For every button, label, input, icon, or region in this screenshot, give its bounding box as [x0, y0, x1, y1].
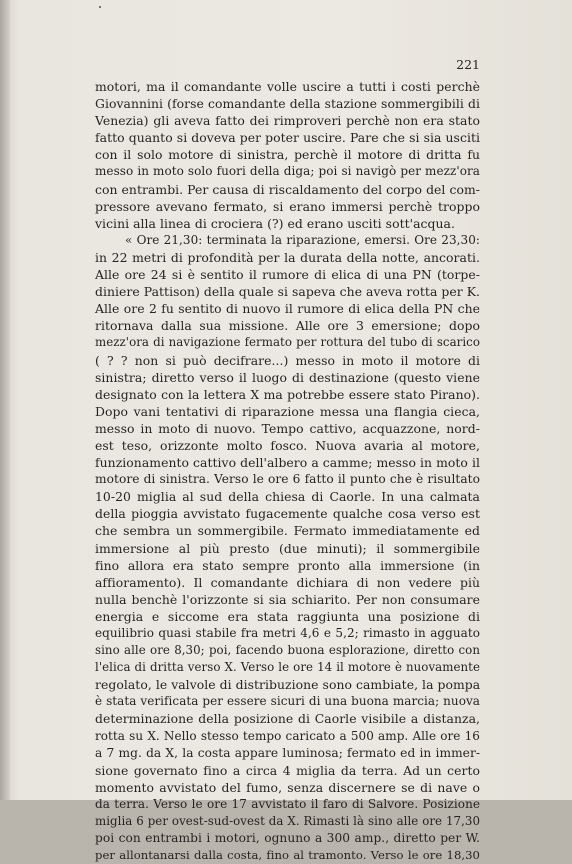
text-line: regolato, le valvole di distribuzione sono cambiate, la pompa: [95, 677, 481, 693]
text-line: rotta su X. Nello stesso tempo caricato a 500 amp. Alle ore 16: [95, 728, 480, 743]
text-line: motori, ma il comandante volle uscire a tutti i costi perchè: [95, 79, 480, 94]
text-line: « Ore 21,30: terminata la riparazione, emersi. Ore 23,30:: [125, 232, 480, 247]
text-line: con entrambi. Per causa di riscaldamento del corpo del com-: [95, 181, 480, 197]
text-line: vicini alla linea di crociera (?) ed erano usciti sott'acqua.: [95, 215, 455, 231]
text-line: pressore avevano fermato, si erano immersi perchè troppo: [95, 198, 480, 214]
page-number: 221: [456, 57, 480, 72]
text-line: l'elica di dritta verso X. Verso le ore 14 il motore è nuovamente: [95, 660, 480, 675]
text-line: Giovannini (forse comandante della stazione sommergibili di: [95, 96, 480, 112]
text-line: determinazione della posizione di Caorle visibile a distanza,: [95, 711, 480, 727]
text-line: fatto quanto si doveva per poter uscire. Pare che si sia usciti: [95, 130, 480, 146]
text-line: funzionamento cattivo dell'albero a camme; messo in moto il: [95, 455, 480, 471]
text-line: miglia 6 per ovest-sud-ovest da X. Rimasti là sino alle ore 17,30: [95, 814, 480, 829]
paper-speck: [99, 6, 101, 8]
text-line: sione governato fino a circa 4 miglia da terra. Ad un certo: [95, 762, 480, 778]
text-line: diniere Pattison) della quale si sapeva che aveva rotta per K.: [95, 284, 480, 300]
text-line: 10-20 miglia al sud della chiesa di Caorle. In una calmata: [95, 489, 480, 505]
text-line: Alle ore 2 fu sentito di nuovo il rumore di elica della PN che: [95, 301, 480, 317]
text-line: mezz'ora di navigazione fermato per rottura del tubo di scarico: [95, 335, 480, 350]
text-line: Venezia) gli aveva fatto dei rimproveri perchè non era stato: [95, 113, 480, 129]
text-line: motore di sinistra. Verso le ore 6 fatto il punto che è risultato: [95, 472, 480, 487]
text-line: che sembra un sommergibile. Fermato immediatamente ed: [95, 523, 480, 539]
text-line: messo in moto di nuovo. Tempo cattivo, acquazzone, nord-: [95, 420, 480, 436]
text-line: è stata verificata per essere sicuri di una buona marcia; nuova: [95, 694, 480, 709]
text-line: a 7 mg. da X, la costa appare luminosa; fermato ed in immer-: [95, 745, 480, 760]
body-text: [95, 78, 480, 864]
text-line: sinistra; diretto verso il luogo di destinazione (questo viene: [95, 369, 480, 385]
text-line: affioramento). Il comandante dichiara di non vedere più: [95, 574, 480, 590]
text-line: equilibrio quasi stabile fra metri 4,6 e 5,2; rimasto in agguato: [95, 626, 480, 640]
text-line: fino allora era stato sempre pronto alla immersione (in: [95, 557, 480, 573]
text-line: sino alle ore 8,30; poi, facendo buona esplorazione, diretto con: [95, 643, 480, 658]
text-line: Alle ore 24 si è sentito il rumore di elica di una PN (torpe-: [95, 267, 480, 283]
page-binding-edge: [0, 0, 10, 800]
text-line: nulla benchè l'orizzonte si sia schiarito. Per non consumare: [95, 591, 480, 607]
text-line: per allontanarsi dalla costa, fino al tramonto. Verso le ore 18,30: [95, 848, 480, 863]
text-line: in 22 metri di profondità per la durata della notte, ancorati.: [95, 249, 480, 265]
text-line: energia e siccome era stata raggiunta una posizione di: [95, 608, 480, 624]
text-line: poi con entrambi i motori, ognuno a 300 amp., diretto per W.: [95, 831, 480, 846]
text-line: ritornava dalla sua missione. Alle ore 3 emersione; dopo: [95, 318, 480, 334]
text-line: designato con la lettera X ma potrebbe essere stato Pirano).: [95, 386, 480, 402]
text-line: ( ? ? non si può decifrare...) messo in moto il motore di: [95, 352, 480, 368]
text-line: della pioggia avvistato fugacemente qualche cosa verso est: [95, 506, 480, 522]
text-line: Dopo vani tentativi di riparazione messa una flangia cieca,: [95, 403, 480, 419]
text-line: immersione al più presto (due minuti); il sommergibile: [95, 540, 480, 556]
text-line: est teso, orizzonte molto fosco. Nuova avaria al motore,: [95, 437, 480, 453]
text-line: momento avvistato del fumo, senza discernere se di nave o: [95, 779, 480, 795]
text-line: con il solo motore di sinistra, perchè il motore di dritta fu: [95, 147, 480, 163]
text-line: da terra. Verso le ore 17 avvistato il faro di Salvore. Posizione: [95, 796, 480, 811]
text-line: messo in moto solo fuori della diga; poi si navigò per mezz'ora: [95, 164, 480, 179]
